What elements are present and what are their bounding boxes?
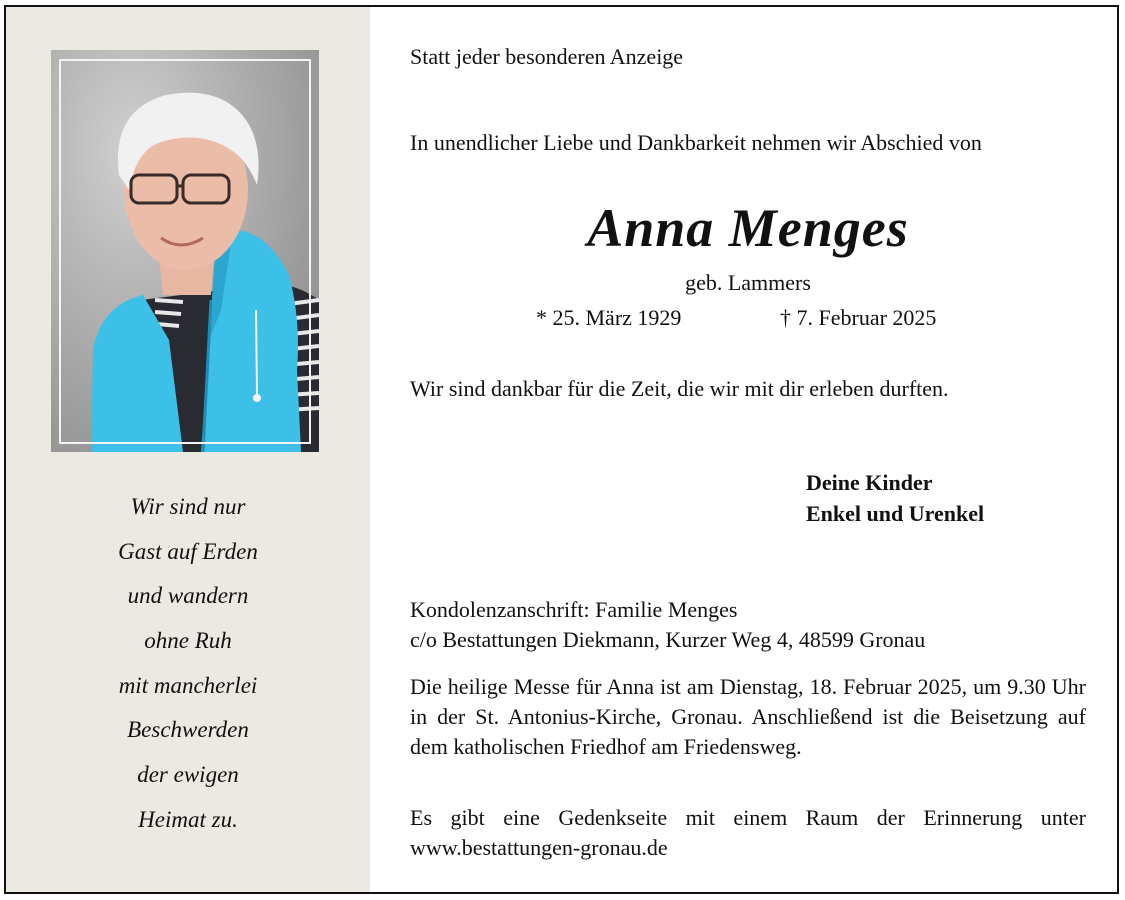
portrait-photo	[51, 50, 319, 452]
poem-line: und wandern	[127, 583, 249, 609]
deceased-name: Anna Menges	[587, 198, 909, 258]
poem-line: Gast auf Erden	[118, 538, 258, 564]
poem	[6, 485, 370, 843]
signature-line: Enkel und Urenkel	[806, 501, 985, 526]
poem-line: mit mancherlei	[118, 672, 258, 698]
condolence-address-line2: c/o Bestattungen Diekmann, Kurzer Weg 4, 48599 Gronau	[410, 627, 926, 652]
poem-line: Beschwerden	[127, 717, 249, 743]
birth-date: * 25. März 1929	[536, 305, 682, 330]
birth-name: geb. Lammers	[685, 270, 811, 295]
photo-inner-border	[59, 59, 311, 444]
death-date: † 7. Februar 2025	[780, 305, 937, 330]
poem-line: ohne Ruh	[144, 628, 232, 654]
poem-line: Heimat zu.	[138, 806, 238, 832]
notice-intro: In unendlicher Liebe und Dankbarkeit nehmen wir Abschied von	[410, 130, 982, 155]
memorial-page-info: Es gibt eine Gedenkseite mit einem Raum der Erinnerung unter www.bestattungen-gronau.de	[410, 805, 1086, 860]
thanks-text: Wir sind dankbar für die Zeit, die wir mit dir erleben durften.	[410, 376, 949, 401]
obituary-frame	[4, 5, 1119, 894]
signature-line: Deine Kinder	[806, 470, 933, 495]
poem-line: Wir sind nur	[130, 494, 246, 519]
poem-line: der ewigen	[137, 762, 239, 788]
left-panel	[6, 7, 370, 892]
condolence-address: Kondolenzanschrift: Familie Menges	[410, 597, 738, 622]
mass-announcement: Die heilige Messe für Anna ist am Dienstag, 18. Februar 2025, um 9.30 Uhr in der St. Antonius-Kirche, Gronau. Anschließend ist die Beisetzung auf dem katholischen Friedhof am Friedensweg.	[410, 674, 1086, 759]
notice-header: Statt jeder besonderen Anzeige	[410, 44, 684, 69]
